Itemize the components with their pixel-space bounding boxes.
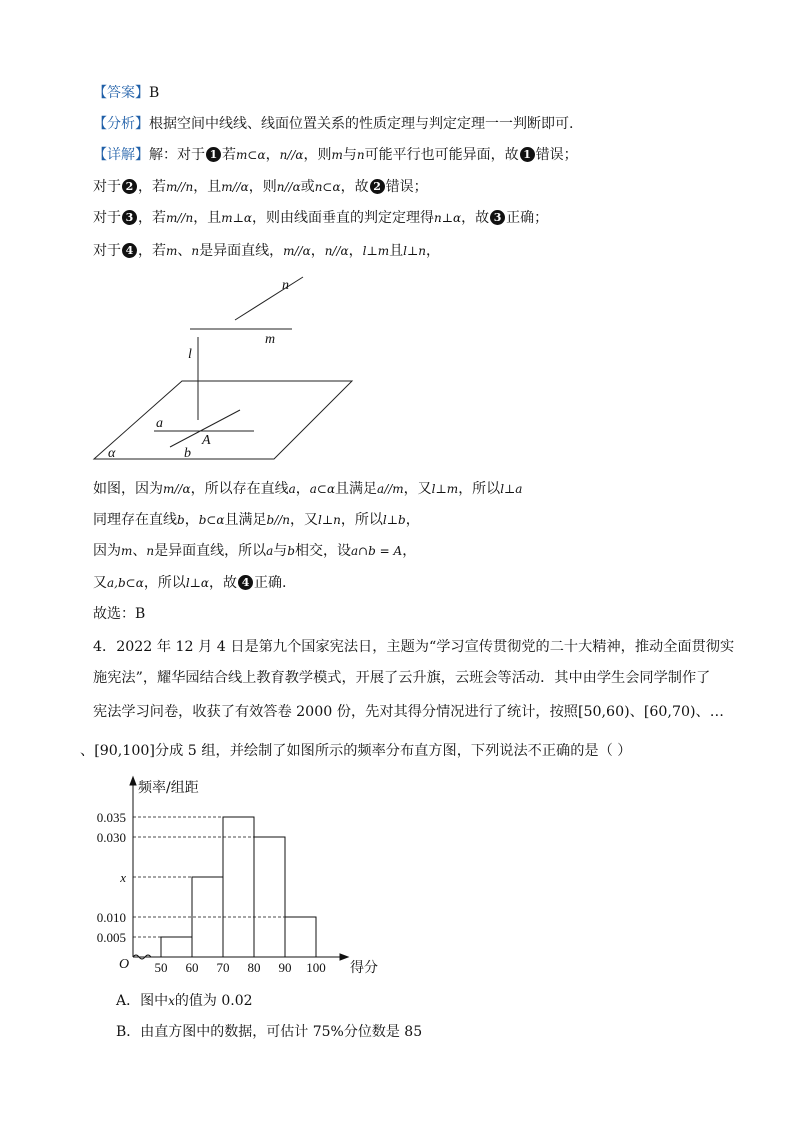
circled-number-3: 3 bbox=[122, 210, 137, 225]
text: ， bbox=[426, 243, 440, 259]
q4-line-3 bbox=[93, 702, 724, 722]
label-b: b bbox=[184, 446, 191, 461]
text: ， bbox=[348, 243, 363, 259]
text: ，故 bbox=[209, 575, 238, 591]
math-m-par-n: m//n bbox=[166, 211, 194, 225]
math-ab-sub-alpha: a,b⊂α bbox=[107, 576, 144, 590]
math-n-par-alpha: n//α bbox=[324, 244, 349, 258]
text: 对于 bbox=[93, 210, 121, 226]
label-a: a bbox=[156, 416, 163, 431]
text: 正确. bbox=[254, 575, 287, 591]
label-n: n bbox=[282, 278, 289, 293]
x-tick-label: 80 bbox=[247, 960, 261, 975]
text: ，则 bbox=[303, 147, 332, 163]
histogram-bar bbox=[285, 917, 316, 957]
text: 、 bbox=[629, 704, 644, 720]
choose-answer bbox=[93, 604, 145, 624]
math-l-perp-n: l⊥n bbox=[318, 513, 341, 527]
text: 正确； bbox=[506, 210, 549, 226]
text: ，若 bbox=[138, 179, 166, 195]
after-figure-line-1 bbox=[93, 479, 522, 499]
q4-line-2 bbox=[93, 668, 710, 688]
x-tick-label: 50 bbox=[154, 960, 168, 975]
math-l-perp-b: l⊥b bbox=[382, 513, 406, 527]
x-axis-arrow bbox=[340, 954, 348, 960]
text: ，则由线面垂直的判定定理得 bbox=[251, 210, 434, 226]
y-tick-label: x bbox=[120, 870, 126, 885]
math-a-sub-alpha: a⊂α bbox=[309, 482, 336, 496]
circled-number-2: 2 bbox=[370, 179, 385, 194]
text: 、 bbox=[177, 243, 192, 259]
text: ，故 bbox=[340, 179, 369, 195]
math-n: n bbox=[191, 244, 200, 258]
math-m-par-alpha: m//α bbox=[163, 482, 191, 496]
y-tick-label: 0.010 bbox=[96, 910, 126, 925]
math-n-par-alpha: n//α bbox=[276, 180, 301, 194]
line-n bbox=[235, 277, 303, 320]
math-b-par-n: b//n bbox=[266, 513, 291, 527]
math-subset: ⊂ bbox=[247, 148, 258, 162]
circled-number-1: 1 bbox=[520, 147, 535, 162]
circled-number-1: 1 bbox=[206, 147, 221, 162]
text: 可能平行也可能异面，故 bbox=[364, 147, 519, 163]
math-l-perp-alpha: l⊥α bbox=[185, 576, 210, 590]
after-figure-line-4 bbox=[93, 573, 287, 593]
text: ，又 bbox=[403, 481, 432, 497]
text: ， bbox=[184, 512, 199, 528]
text: 、 bbox=[132, 543, 147, 559]
math-l-perp-m: l⊥m bbox=[431, 482, 459, 496]
math-b: b bbox=[287, 544, 295, 558]
math-x: x bbox=[168, 994, 175, 1008]
math-b-sub-alpha: b⊂α bbox=[198, 513, 225, 527]
text: ， bbox=[405, 512, 420, 528]
x-tick-label: 60 bbox=[185, 960, 199, 975]
text: ，故 bbox=[461, 210, 490, 226]
text: 、… bbox=[695, 704, 724, 720]
y-tick-label: 0.005 bbox=[96, 930, 126, 945]
analysis-tag: 【分析】 bbox=[93, 116, 149, 132]
text: 对于 bbox=[93, 179, 121, 195]
text: 施宪法”，耀华园结合线上教育教学模式，开展了云升旗，云班会等活动．其中由学生会同学制作了 bbox=[93, 670, 711, 686]
option-B bbox=[116, 1022, 422, 1042]
text: ， bbox=[402, 543, 417, 559]
text: ，若 bbox=[138, 210, 166, 226]
after-figure-line-3 bbox=[93, 541, 416, 561]
text: B．由直方图中的数据，可估计 75%分位数是 85 bbox=[116, 1024, 423, 1040]
histogram-bar bbox=[161, 937, 192, 957]
label-l: l bbox=[188, 347, 192, 362]
analysis-line bbox=[93, 114, 573, 134]
detail-tag: 【详解】 bbox=[93, 147, 149, 163]
text: 错误； bbox=[535, 147, 578, 163]
detail-line-2 bbox=[93, 177, 428, 197]
math-interval-90-100: [90,100] bbox=[94, 743, 155, 759]
x-axis-label: 得分 bbox=[350, 960, 378, 976]
text: 与 bbox=[342, 147, 357, 163]
text: A．图中 bbox=[116, 993, 169, 1009]
text: 相交，设 bbox=[294, 543, 351, 559]
text: 解：对于 bbox=[149, 147, 205, 163]
detail-line-3 bbox=[93, 208, 548, 228]
math-m-par-n: m//n bbox=[166, 180, 194, 194]
label-alpha: α bbox=[108, 446, 116, 461]
math-a: a bbox=[266, 544, 274, 558]
detail-line-4 bbox=[93, 241, 440, 261]
circled-number-4: 4 bbox=[122, 243, 137, 258]
text: ，且 bbox=[193, 179, 222, 195]
frequency-histogram bbox=[88, 775, 378, 980]
math-m: m bbox=[166, 244, 178, 258]
math-l-perp-m: l⊥m bbox=[362, 244, 390, 258]
math-interval-50-60: [50,60) bbox=[577, 704, 630, 720]
circled-number-3: 3 bbox=[490, 210, 505, 225]
text: ，且 bbox=[193, 210, 222, 226]
label-A: A bbox=[202, 433, 211, 448]
text: 宪法学习问卷，收获了有效答卷 2000 份，先对其得分情况进行了统计，按照 bbox=[93, 704, 578, 720]
answer-value: B bbox=[149, 85, 160, 101]
text: ，又 bbox=[290, 512, 319, 528]
math-a-par-m: a//m bbox=[377, 482, 404, 496]
math-n: n bbox=[356, 148, 365, 162]
math-m-par-alpha: m//α bbox=[221, 180, 249, 194]
text: 故选：B bbox=[93, 606, 146, 622]
math-b: b bbox=[177, 513, 185, 527]
text: 如图，因为 bbox=[93, 481, 163, 497]
text: ，所以 bbox=[340, 512, 383, 528]
text: ，则 bbox=[248, 179, 277, 195]
y-axis-arrow bbox=[130, 777, 136, 785]
math-n-perp-alpha: n⊥α bbox=[433, 211, 462, 225]
answer-line bbox=[93, 83, 159, 103]
text: 又 bbox=[93, 575, 107, 591]
text: 同理存在直线 bbox=[93, 512, 177, 528]
circled-number-2: 2 bbox=[122, 179, 137, 194]
math-l-perp-a: l⊥a bbox=[500, 482, 523, 496]
x-tick-label: 70 bbox=[216, 960, 230, 975]
math-a-cap-b: a∩b = A bbox=[350, 544, 403, 558]
label-m: m bbox=[265, 332, 276, 347]
origin-label: O bbox=[119, 957, 130, 972]
detail-line-1 bbox=[93, 145, 578, 165]
histogram-bar bbox=[223, 817, 254, 957]
after-figure-line-2 bbox=[93, 510, 420, 530]
text: 且满足 bbox=[224, 512, 267, 528]
text: ， bbox=[310, 243, 325, 259]
x-tick-label: 100 bbox=[306, 960, 326, 975]
q4-line-1 bbox=[93, 637, 734, 657]
plane-alpha bbox=[94, 381, 352, 459]
text: 或 bbox=[300, 179, 315, 195]
y-tick-label: 0.030 bbox=[96, 830, 126, 845]
math-l-perp-n: l⊥n bbox=[403, 244, 426, 258]
math-m: m bbox=[331, 148, 343, 162]
math-alpha: α bbox=[257, 148, 266, 162]
math-n-par-alpha: n//α bbox=[279, 148, 304, 162]
text: 若 bbox=[222, 147, 236, 163]
text: 、 bbox=[80, 743, 95, 759]
option-A bbox=[116, 991, 253, 1011]
analysis-text: 根据空间中线线、线面位置关系的性质定理与判定定理一一判断即可. bbox=[149, 116, 574, 132]
text: ，所以存在直线 bbox=[190, 481, 289, 497]
text: ，所以 bbox=[458, 481, 501, 497]
y-axis-label: 频率/组距 bbox=[138, 780, 199, 796]
text: 分成 5 组，并绘制了如图所示的频率分布直方图，下列说法不正确的是（ ） bbox=[154, 743, 632, 759]
text: 的值为 0.02 bbox=[174, 993, 253, 1009]
math-m-par-alpha: m//α bbox=[283, 244, 311, 258]
math-m: m bbox=[236, 148, 248, 162]
text: 4．2022 年 12 月 4 日是第九个国家宪法日，主题为“学习宣传贯彻党的二十大精神，推动全面贯彻实 bbox=[93, 639, 735, 655]
math-m: m bbox=[121, 544, 133, 558]
histogram-bar bbox=[254, 837, 285, 957]
math-n-sub-alpha: n⊂α bbox=[314, 180, 341, 194]
x-tick-label: 90 bbox=[278, 960, 292, 975]
text: ，若 bbox=[138, 243, 166, 259]
geometry-figure bbox=[90, 272, 370, 467]
text: 与 bbox=[273, 543, 288, 559]
text: 错误； bbox=[385, 179, 428, 195]
math-m-perp-alpha: m⊥α bbox=[221, 211, 252, 225]
text: 且 bbox=[389, 243, 404, 259]
math-n: n bbox=[146, 544, 155, 558]
math-a: a bbox=[288, 482, 296, 496]
text: 是异面直线， bbox=[199, 243, 284, 259]
text: ，所以 bbox=[143, 575, 186, 591]
q4-line-4 bbox=[80, 741, 631, 761]
y-tick-label: 0.035 bbox=[96, 810, 126, 825]
math-interval-60-70: [60,70) bbox=[643, 704, 696, 720]
text: 且满足 bbox=[335, 481, 378, 497]
text: ， bbox=[295, 481, 310, 497]
text: 对于 bbox=[93, 243, 121, 259]
circled-number-4: 4 bbox=[238, 575, 253, 590]
text: ， bbox=[265, 147, 280, 163]
text: 是异面直线，所以 bbox=[154, 543, 267, 559]
text: 因为 bbox=[93, 543, 121, 559]
answer-tag: 【答案】 bbox=[93, 85, 149, 101]
